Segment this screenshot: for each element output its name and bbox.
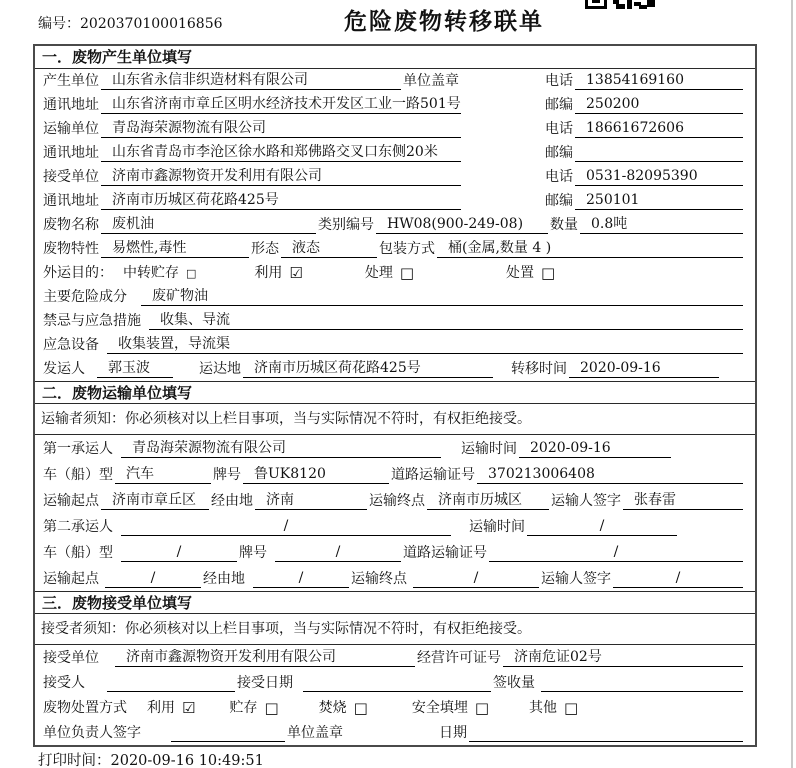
form-row: [35, 565, 755, 591]
field-label: 道路运输证号: [403, 545, 487, 561]
field-value: 370213006408: [477, 466, 743, 484]
field-value: 收集、导流: [149, 312, 743, 330]
field-value: 山东省青岛市李沧区徐水路和郑佛路交叉口东侧20米: [101, 144, 461, 162]
field-value: /: [613, 570, 743, 588]
checkbox-label: 中转贮存: [123, 265, 179, 281]
field-label: 运输终点: [369, 493, 425, 509]
field-value: [541, 675, 743, 692]
field-value: 青岛海荣源物流有限公司: [101, 120, 461, 138]
checkbox-unchecked: [229, 700, 278, 717]
field-value: /: [121, 544, 237, 562]
field-label: 经营许可证号: [417, 650, 501, 666]
notice-text: 接受者须知：你必须核对以上栏目事项，当与实际情况不符时，有权拒绝接受。: [41, 620, 531, 637]
form-row: [35, 213, 755, 237]
field-label: 运达地: [199, 361, 241, 377]
field-value: 2020-09-16: [569, 360, 719, 378]
print-time: [38, 749, 264, 768]
field-value: 2020-09-16: [519, 440, 671, 458]
field-value: [303, 675, 491, 692]
notice-text: 运输者须知：你必须核对以上栏目事项，当与实际情况不符时，有权拒绝接受。: [41, 410, 531, 427]
field-value: 汽车: [115, 466, 211, 484]
field-value: 13854169160: [575, 72, 743, 90]
checkbox-unchecked: [123, 265, 196, 282]
checkbox-unchecked: [319, 700, 368, 717]
field-label: 接受单位: [43, 650, 99, 666]
field-value: 青岛海荣源物流有限公司: [121, 440, 441, 458]
field-value: /: [253, 570, 349, 588]
form-row: [35, 670, 755, 695]
form-row: [35, 93, 755, 117]
field-value: 0531-82095390: [575, 168, 743, 186]
checkbox-checked: [254, 265, 302, 282]
form-row: [35, 720, 755, 745]
field-label: 通讯地址: [43, 193, 99, 209]
field-label: 道路运输证号: [391, 467, 475, 483]
checkbox-empty-icon: □: [474, 699, 490, 717]
field-value: 济南: [255, 492, 367, 510]
print-time-label: 打印时间：: [38, 753, 111, 768]
field-value: 250200: [575, 96, 743, 114]
field-value: /: [527, 518, 677, 536]
section-title: 三．废物接受单位填写: [35, 591, 755, 614]
field-label: 产生单位: [43, 73, 99, 89]
field-value: 桶(金属,数量 4 ): [437, 240, 743, 258]
field-value: 废机油: [101, 216, 316, 234]
field-value: 山东省永信非织造材料有限公司: [101, 72, 401, 90]
field-label: 外运目的：: [43, 265, 113, 281]
form-row: [35, 435, 755, 461]
field-value: 郭玉波: [97, 360, 173, 378]
form-row: [35, 513, 755, 539]
field-value: [171, 725, 285, 742]
field-label: 主要危险成分: [43, 289, 127, 305]
checkbox-label: 处理: [364, 265, 393, 281]
field-label: 数量: [550, 217, 578, 233]
section-title: 一．废物产生单位填写: [35, 46, 755, 69]
checkbox-unchecked: [365, 265, 414, 282]
field-value: 济南市鑫源物资开发利用有限公司: [115, 649, 415, 667]
field-label: 发运人: [43, 361, 85, 377]
field-label: 牌号: [213, 467, 241, 483]
field-value: 0.8吨: [580, 216, 743, 234]
field-label: 签收量: [493, 675, 535, 691]
field-label: 废物处置方式: [43, 700, 127, 716]
checkbox-empty-icon: □: [186, 267, 197, 280]
checkbox-checked-icon: ☑: [289, 264, 303, 282]
field-label: 运输人签字: [551, 493, 621, 509]
field-label: 车（船）型: [43, 545, 113, 561]
checkbox-label: 安全填埋: [411, 700, 468, 716]
checkbox-label: 利用: [254, 265, 283, 281]
page-title: 危险废物转移联单: [344, 8, 544, 35]
field-label: 电话: [545, 169, 573, 185]
form-row: [35, 117, 755, 141]
field-value: 山东省济南市章丘区明水经济技术开发区工业一路501号: [101, 96, 461, 114]
section-1: [35, 46, 755, 381]
print-time-value: 2020-09-16 10:49:51: [110, 753, 264, 768]
field-value: /: [121, 518, 451, 536]
field-label: 第一承运人: [43, 441, 113, 457]
field-label: 车（船）型: [43, 467, 113, 483]
form-row: [35, 69, 755, 93]
checkbox-unchecked: [529, 700, 578, 717]
field-value: [107, 675, 235, 692]
field-value: 济南市历城区荷花路425号: [101, 192, 461, 210]
field-value: 张春雷: [623, 492, 743, 510]
field-label: 运输人签字: [541, 571, 611, 587]
field-label: 废物特性: [43, 241, 99, 257]
checkbox-label: 处置: [506, 265, 535, 281]
field-label: 通讯地址: [43, 97, 99, 113]
field-label: 运输单位: [43, 121, 99, 137]
form-row: [35, 261, 755, 285]
serial-value: 2020370100016856: [80, 16, 223, 32]
field-label: 接受单位: [43, 169, 99, 185]
checkbox-label: 贮存: [229, 700, 258, 716]
field-value: /: [275, 544, 401, 562]
notice-row: [35, 614, 755, 645]
checkbox-checked: [147, 700, 195, 717]
checkbox-empty-icon: □: [541, 264, 556, 282]
field-label: 禁忌与应急措施: [43, 313, 141, 329]
form-row: [35, 141, 755, 165]
field-label: 电话: [545, 73, 573, 89]
checkbox-empty-icon: □: [353, 699, 368, 717]
field-label: 经由地: [211, 493, 253, 509]
field-value: 济南市鑫源物资开发利用有限公司: [101, 168, 461, 186]
field-label: 应急设备: [43, 337, 99, 353]
field-label: 第二承运人: [43, 519, 113, 535]
notice-row: [35, 404, 755, 435]
field-label: 运输时间: [469, 519, 525, 535]
manifest-table: [33, 44, 757, 747]
field-label: 运输起点: [43, 571, 99, 587]
form-row: [35, 285, 755, 309]
field-label: 形态: [251, 241, 279, 257]
section-title: 二．废物运输单位填写: [35, 381, 755, 404]
form-row: [35, 309, 755, 333]
checkbox-empty-icon: □: [264, 699, 279, 717]
field-value: 液态: [281, 240, 377, 258]
field-label: 接受日期: [237, 675, 293, 691]
form-row: [35, 357, 755, 381]
serial-label: 编号：: [38, 16, 80, 32]
field-label: 邮编: [545, 145, 573, 161]
form-row: [35, 165, 755, 189]
field-label: 单位盖章: [403, 73, 459, 89]
field-label: 通讯地址: [43, 145, 99, 161]
field-label: 类别编号: [318, 217, 374, 233]
field-label: 牌号: [239, 545, 267, 561]
form-row: [35, 645, 755, 670]
field-value: [575, 145, 743, 162]
qr-code-fragment: [585, 0, 655, 9]
field-label: 单位盖章: [287, 725, 343, 741]
checkbox-label: 焚烧: [318, 700, 347, 716]
field-label: 日期: [439, 725, 467, 741]
form-row: [35, 189, 755, 213]
checkbox-unchecked: [412, 700, 489, 717]
document-header: [0, 0, 796, 44]
field-label: 运输终点: [351, 571, 407, 587]
field-value: 济南市历城区荷花路425号: [243, 360, 493, 378]
checkbox-empty-icon: □: [564, 699, 579, 717]
page-edge-line: [791, 0, 793, 768]
field-value: 鲁UK8120: [243, 466, 389, 484]
field-value: 收集装置，导流渠: [107, 336, 743, 354]
checkbox-empty-icon: □: [399, 264, 415, 282]
checkbox-label: 其他: [529, 700, 558, 716]
field-label: 接受人: [43, 675, 85, 691]
checkbox-label: 利用: [147, 700, 175, 716]
form-row: [35, 695, 755, 720]
section-2: [35, 381, 755, 591]
field-label: 邮编: [545, 193, 573, 209]
field-value: 废矿物油: [141, 288, 743, 306]
field-value: 易燃性,毒性: [101, 240, 249, 258]
field-label: 经由地: [203, 571, 245, 587]
field-label: 单位负责人签字: [43, 725, 141, 741]
field-label: 包装方式: [379, 241, 435, 257]
field-value: 250101: [575, 192, 743, 210]
field-label: 电话: [545, 121, 573, 137]
field-value: 济南市历城区: [427, 492, 549, 510]
field-label: 运输起点: [43, 493, 99, 509]
checkbox-unchecked: [506, 265, 555, 282]
field-label: 邮编: [545, 97, 573, 113]
field-label: 废物名称: [43, 217, 99, 233]
form-row: [35, 487, 755, 513]
field-value: HW08(900-249-08): [376, 216, 548, 234]
field-value: [469, 725, 743, 742]
form-row: [35, 237, 755, 261]
field-label: 运输时间: [461, 441, 517, 457]
field-value: 济南市章丘区: [101, 492, 209, 510]
form-row: [35, 539, 755, 565]
checkbox-checked-icon: ☑: [182, 699, 196, 717]
form-row: [35, 333, 755, 357]
section-3: [35, 591, 755, 745]
field-value: 18661672606: [575, 120, 743, 138]
form-row: [35, 461, 755, 487]
field-value: /: [105, 570, 201, 588]
field-label: 转移时间: [511, 361, 567, 377]
field-value: /: [489, 544, 743, 562]
field-value: /: [413, 570, 539, 588]
field-value: 济南危证02号: [503, 649, 743, 667]
